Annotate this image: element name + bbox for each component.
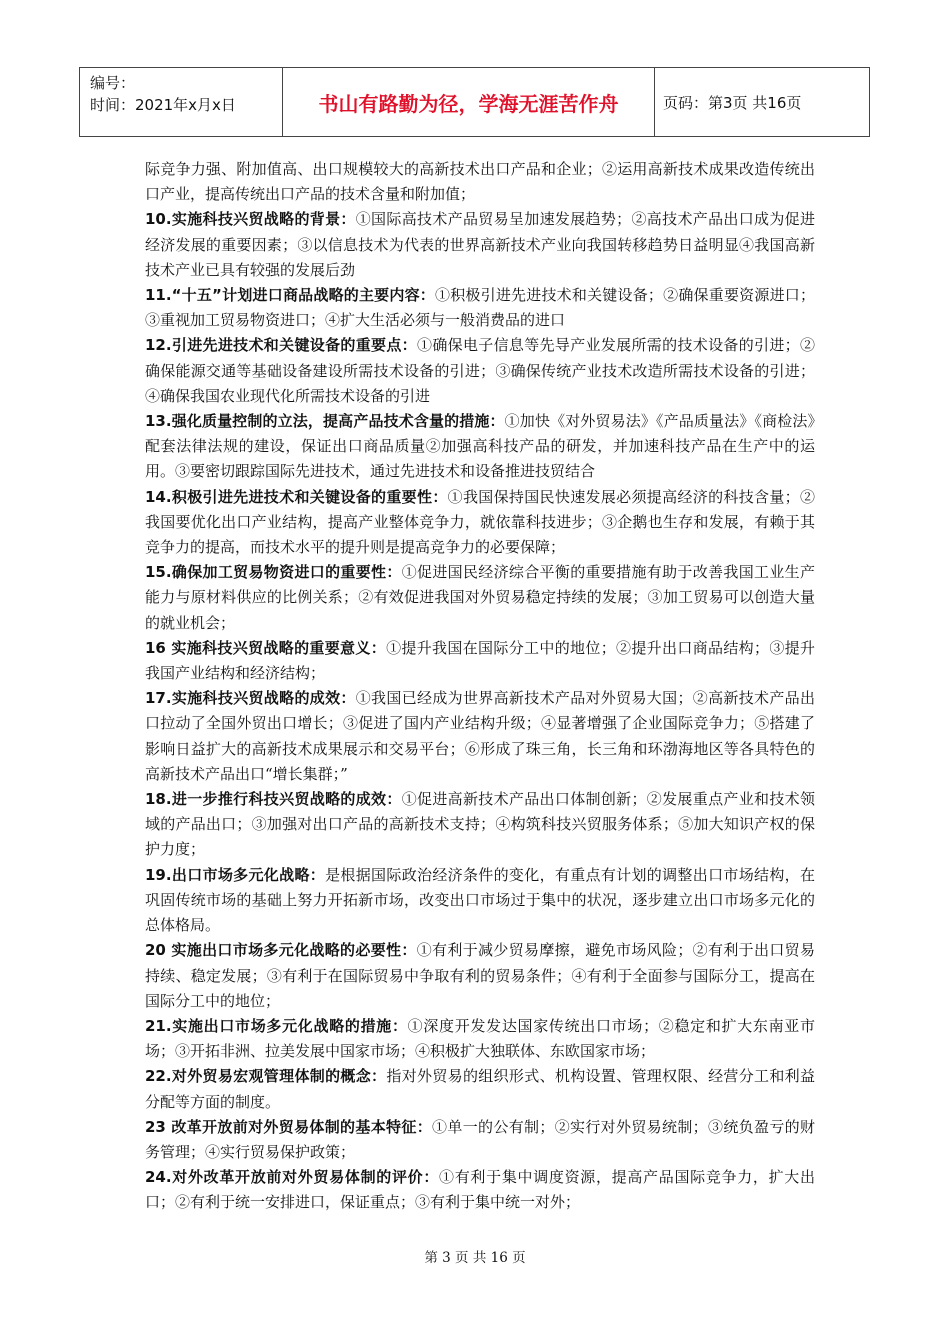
document-paragraph — [145, 787, 815, 863]
document-paragraph — [145, 1014, 815, 1064]
paragraph-heading: 13.强化质量控制的立法，提高产品技术含量的措施： — [145, 412, 505, 431]
document-paragraph — [145, 1064, 815, 1114]
paragraph-heading: 16 实施科技兴贸战略的重要意义： — [145, 638, 387, 657]
paragraph-text: ①有利于减少贸易摩擦，避免市场风险；②有利于出口贸易持续、稳定发展；③有利于在国际贸易中争取有利的贸易条件；④有利于全面参与国际分工，提高在国际分工中的地位； — [145, 941, 815, 1010]
page-header — [79, 67, 870, 137]
header-page-label: 页码：第3页 共16页 — [663, 93, 802, 112]
document-paragraph — [145, 686, 815, 787]
paragraph-text: ①单一的公有制；②实行对外贸易统制；③统负盈亏的财务管理；④实行贸易保护政策； — [145, 1117, 815, 1161]
paragraph-text: ①提升我国在国际分工中的地位；②提升出口商品结构；③提升我国产业结构和经济结构； — [145, 638, 815, 683]
document-paragraph — [145, 333, 815, 409]
document-paragraph — [145, 1165, 815, 1215]
document-paragraph — [145, 636, 815, 686]
paragraph-text: ①促进高新技术产品出口体制创新；②发展重点产业和技术领域的产品出口；③加强对出口产品的高新技术支持；④构筑科技兴贸服务体系；⑤加大知识产权的保护力度； — [145, 790, 815, 859]
document-paragraph — [145, 283, 815, 333]
page-footer: 第 3 页 共 16 页 — [424, 1250, 526, 1266]
paragraph-text: ①促进国民经济综合平衡的重要措施有助于改善我国工业生产能力与原材料供应的比例关系；②有效促进我国对外贸易稳定持续的发展；③加工贸易可以创造大量的就业机会； — [145, 563, 815, 632]
document-paragraph — [145, 1115, 815, 1165]
paragraph-text: ①确保电子信息等先导产业发展所需的技术设备的引进；②确保能源交通等基础设备建设所需技术设备的引进；③确保传统产业技术改造所需技术设备的引进；④确保我国农业现代化所需技术设备的引进 — [145, 336, 815, 405]
document-paragraph — [145, 157, 815, 207]
paragraph-text: ①加快《对外贸易法》《产品质量法》《商检法》配套法律法规的建设，保证出口商品质量②加强高科技产品的研发，并加速科技产品在生产中的运用。③要密切跟踪国际先进技术，通过先进技术和设备推进技贸结合 — [145, 412, 815, 481]
date-label: 时间：2021年x月x日 — [90, 96, 236, 114]
document-paragraph — [145, 863, 815, 939]
paragraph-heading: 18.进一步推行科技兴贸战略的成效： — [145, 790, 402, 809]
header-info — [80, 68, 283, 136]
paragraph-text: ①积极引进先进技术和关键设备；②确保重要资源进口；③重视加工贸易物资进口；④扩大生活必须与一般消费品的进口 — [145, 286, 815, 330]
paragraph-heading: 17.实施科技兴贸战略的成效： — [145, 689, 356, 708]
paragraph-heading: 10.实施科技兴贸战略的背景： — [145, 210, 356, 229]
document-paragraph — [145, 409, 815, 485]
number-label: 编号： — [90, 74, 136, 92]
document-paragraph — [145, 207, 815, 283]
paragraph-text: ①深度开发发达国家传统出口市场；②稳定和扩大东南亚市场；③开拓非洲、拉美发展中国家市场；④积极扩大独联体、东欧国家市场； — [145, 1016, 815, 1061]
header-motto: 书山有路勤为径，学海无涯苦作舟 — [283, 68, 655, 136]
paragraph-heading: 15.确保加工贸易物资进口的重要性： — [145, 563, 402, 582]
paragraph-heading: 21.实施出口市场多元化战略的措施： — [145, 1016, 408, 1035]
paragraph-heading: 24.对外改革开放前对外贸易体制的评价： — [145, 1168, 440, 1187]
paragraph-heading: 20 实施出口市场多元化战略的必要性： — [145, 941, 417, 960]
paragraph-text: 际竞争力强、附加值高、出口规模较大的高新技术出口产品和企业；②运用高新技术成果改造传统出口产业，提高传统出口产品的技术含量和附加值； — [145, 160, 815, 204]
document-body — [145, 157, 815, 1216]
paragraph-heading: 11.“十五”计划进口商品战略的主要内容： — [145, 286, 436, 305]
document-paragraph — [145, 560, 815, 636]
paragraph-text: 是根据国际政治经济条件的变化，有重点有计划的调整出口市场结构，在巩固传统市场的基础上努力开拓新市场，改变出口市场过于集中的状况，逐步建立出口市场多元化的总体格局。 — [145, 865, 815, 935]
paragraph-heading: 22.对外贸易宏观管理体制的概念： — [145, 1067, 387, 1086]
document-paragraph — [145, 938, 815, 1014]
paragraph-text: ①我国已经成为世界高新技术产品对外贸易大国；②高新技术产品出口拉动了全国外贸出口增长；③促进了国内产业结构升级；④显著增强了企业国际竞争力；⑤搭建了影响日益扩大的高新技术成果展示和交易平台；⑥形成了珠三角，长三角和环渤海地区等各具特色的高新技术产品出口“增长集群；” — [145, 689, 815, 783]
paragraph-text: ①有利于集中调度资源，提高产品国际竞争力，扩大出口；②有利于统一安排进口，保证重点；③有利于集中统一对外； — [145, 1168, 815, 1212]
paragraph-heading: 14.积极引进先进技术和关键设备的重要性： — [145, 487, 448, 506]
paragraph-heading: 12.引进先进技术和关键设备的重要点： — [145, 336, 418, 355]
paragraph-text: 指对外贸易的组织形式、机构设置、管理权限、经营分工和利益分配等方面的制度。 — [145, 1067, 815, 1111]
paragraph-heading: 23 改革开放前对外贸易体制的基本特征： — [145, 1117, 433, 1136]
paragraph-text: ①我国保持国民快速发展必须提高经济的科技含量；②我国要优化出口产业结构，提高产业整体竞争力，就依靠科技进步；③企鹅也生存和发展，有赖于其竞争力的提高，而技术水平的提升则是提高竞争力的必要保障； — [145, 487, 815, 557]
paragraph-text: ①国际高技术产品贸易呈加速发展趋势；②高技术产品出口成为促进经济发展的重要因素；③以信息技术为代表的世界高新技术产业向我国转移趋势日益明显④我国高新技术产业已具有较强的发展后劲 — [145, 210, 815, 279]
document-paragraph — [145, 485, 815, 561]
paragraph-heading: 19.出口市场多元化战略： — [145, 865, 326, 884]
